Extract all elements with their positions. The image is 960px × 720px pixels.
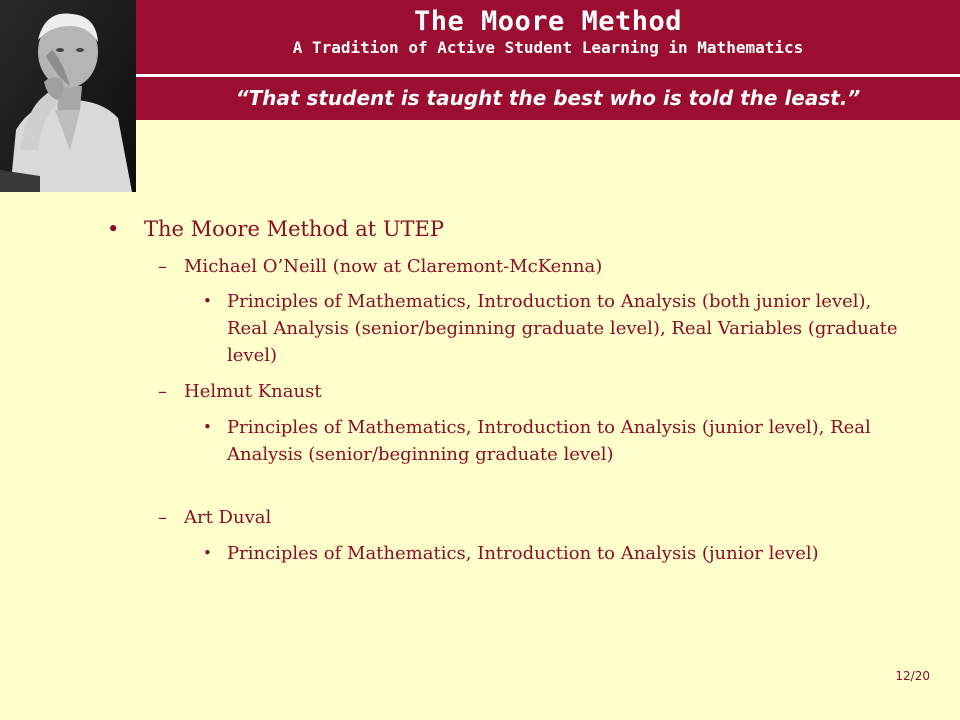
header-quote: “That student is taught the best who is told the least.” [136,77,960,120]
course-list: Principles of Mathematics, Introduction to Analysis (both junior level), Real Analysis (senior/beginning graduate level), Real Variables (graduate level) [227,291,898,366]
page-subtitle: A Tradition of Active Student Learning in Mathematics [292,38,804,57]
bullet-icon: • [203,418,212,436]
portrait-photo [0,0,136,192]
person-name: Art Duval [184,507,272,528]
dash-icon: – [158,381,167,402]
person-name: Michael O’Neill (now at Claremont-McKenna) [184,256,603,277]
course-list: Principles of Mathematics, Introduction to Analysis (junior level), Real Analysis (senior/beginning graduate level) [227,417,871,465]
dash-icon: – [158,256,167,277]
section-heading: The Moore Method at UTEP [144,217,445,241]
bullet-icon: • [203,292,212,310]
header-banner [136,0,960,74]
page-title: The Moore Method [413,6,683,37]
bullet-icon: • [203,544,212,562]
course-list: Principles of Mathematics, Introduction to Analysis (junior level) [227,543,819,564]
person-name: Helmut Knaust [184,381,322,402]
page-number: 12/20 [895,669,930,683]
bullet-icon: • [107,217,120,241]
portrait-icon [0,0,136,192]
dash-icon: – [158,507,167,528]
